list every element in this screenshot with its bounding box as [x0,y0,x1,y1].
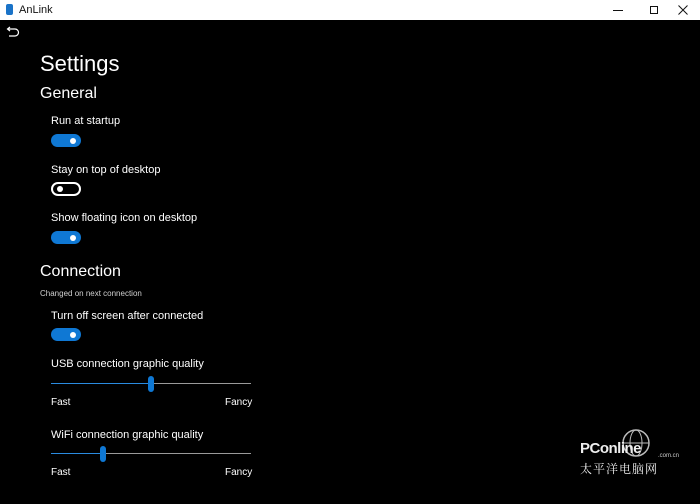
usb-quality-slider[interactable] [51,376,251,392]
back-button[interactable] [4,26,24,42]
slider-thumb[interactable] [100,446,106,462]
wifi-quality-slider[interactable] [51,446,251,462]
minimize-icon [613,10,623,11]
toggle-knob [57,186,63,192]
wifi-quality-max-label: Fancy [225,467,253,478]
turn-off-screen-toggle[interactable] [51,328,81,341]
maximize-icon [650,6,658,14]
pconline-watermark [578,428,696,500]
connection-heading: Connection [40,263,121,280]
stay-on-top-label: Stay on top of desktop [51,164,161,176]
close-button[interactable] [666,0,700,20]
app-icon [6,4,13,15]
run-at-startup-label: Run at startup [51,115,121,127]
slider-fill [51,383,151,384]
watermark-chinese: 太平洋电脑网 [580,462,659,476]
watermark-domain: .com.cn [658,453,680,459]
page-title: Settings [40,51,120,76]
title-bar [0,0,700,20]
connection-note: Changed on next connection [40,289,142,298]
usb-quality-min-label: Fast [51,397,71,408]
back-arrow-icon [4,26,20,40]
close-icon [678,5,688,15]
usb-quality-max-label: Fancy [225,397,253,408]
slider-thumb[interactable] [148,376,154,392]
wifi-quality-label: WiFi connection graphic quality [51,429,204,441]
usb-quality-label: USB connection graphic quality [51,358,204,370]
toggle-knob [70,138,76,144]
slider-fill [51,453,103,454]
toggle-knob [70,235,76,241]
watermark-logo: PConline [580,440,642,457]
minimize-button[interactable] [601,0,635,20]
general-heading: General [40,85,97,102]
wifi-quality-min-label: Fast [51,467,71,478]
floating-icon-label: Show floating icon on desktop [51,212,198,224]
floating-icon-toggle[interactable] [51,231,81,244]
run-at-startup-toggle[interactable] [51,134,81,147]
turn-off-screen-label: Turn off screen after connected [51,310,204,322]
stay-on-top-toggle[interactable] [51,182,81,196]
window-title: AnLink [19,4,53,16]
toggle-knob [70,332,76,338]
